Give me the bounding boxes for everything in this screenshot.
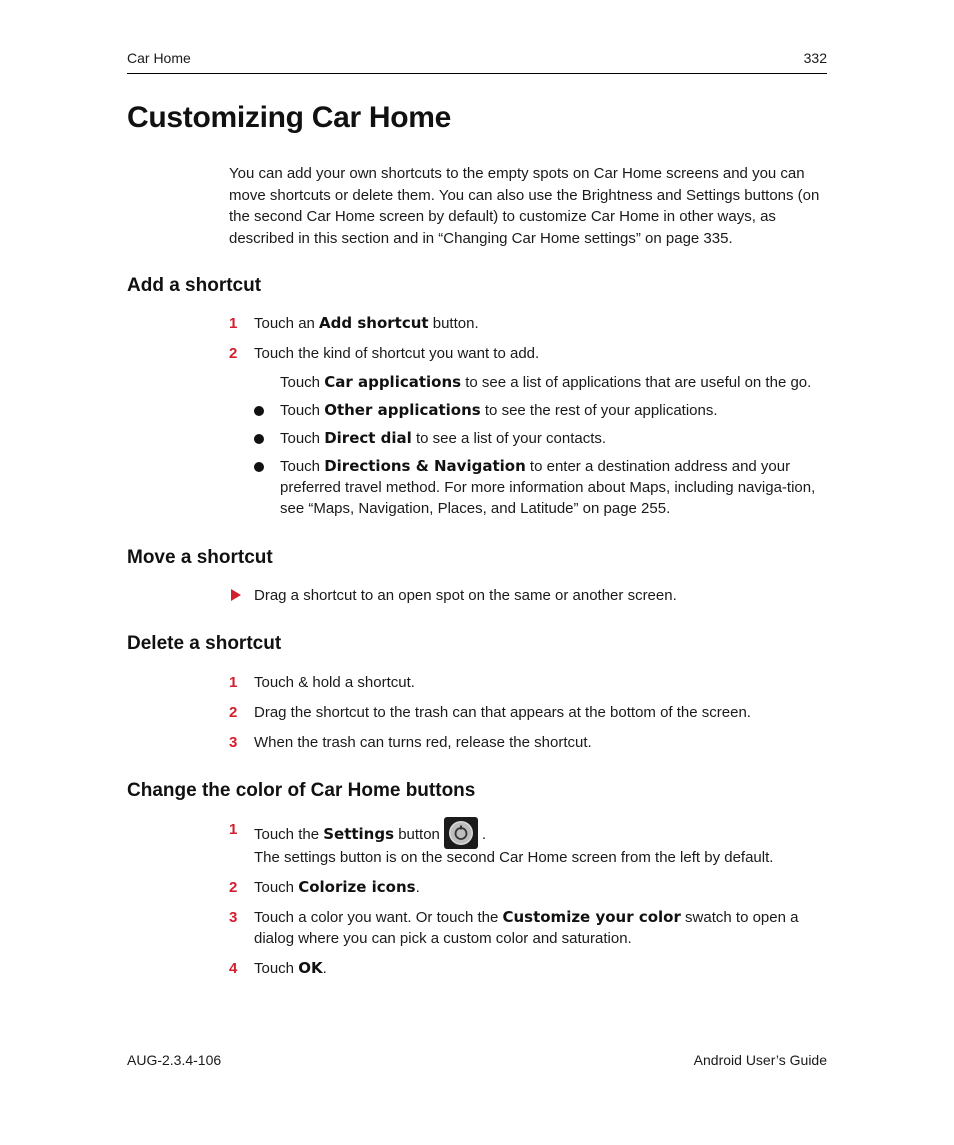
settings-button-icon	[444, 817, 478, 849]
header-section: Car Home	[127, 50, 191, 66]
bullet-icon	[254, 406, 264, 416]
page-header	[127, 49, 827, 74]
step-number: 3	[229, 734, 238, 751]
add-shortcut-label: Add shortcut	[319, 314, 429, 332]
heading-change-color: Change the color of Car Home buttons	[127, 780, 476, 801]
step-number: 3	[229, 909, 238, 926]
customize-color-label: Customize your color	[502, 908, 681, 926]
settings-label: Settings	[323, 824, 395, 843]
step-number: 1	[229, 315, 238, 332]
arrow-right-icon	[231, 589, 241, 601]
header-page-number: 332	[803, 50, 827, 66]
step-number: 1	[229, 674, 238, 691]
colorize-icons-label: Colorize icons	[298, 878, 416, 896]
option-label: Other applications	[324, 401, 481, 419]
step-number: 2	[229, 704, 238, 721]
ok-label: OK	[298, 959, 323, 977]
heading-delete-shortcut: Delete a shortcut	[127, 633, 282, 654]
step-number: 2	[229, 879, 238, 896]
footer-doc-id: AUG-2.3.4-106	[127, 1052, 222, 1068]
bullet-icon	[254, 434, 264, 444]
step-number: 2	[229, 345, 238, 362]
step-number: 4	[229, 960, 238, 977]
option-label: Direct dial	[324, 429, 412, 447]
heading-move-shortcut: Move a shortcut	[127, 547, 273, 568]
heading-add-shortcut: Add a shortcut	[127, 275, 262, 296]
option-label: Directions & Navigation	[324, 457, 526, 475]
intro-paragraph: You can add your own shortcuts to the empty spots on Car Home screens and you can move shortcuts or delete them. You can also use the Brightness and Settings buttons (on the second Car Home screen by default) to customize Car Home in other ways, as described in this section and in “Changing Car Home settings” on page 335.	[229, 165, 820, 247]
page-title: Customizing Car Home	[127, 101, 452, 134]
option-label: Car applications	[324, 373, 462, 391]
footer-guide-title: Android User’s Guide	[693, 1052, 827, 1068]
step-number: 1	[229, 821, 238, 838]
bullet-icon	[254, 462, 264, 472]
